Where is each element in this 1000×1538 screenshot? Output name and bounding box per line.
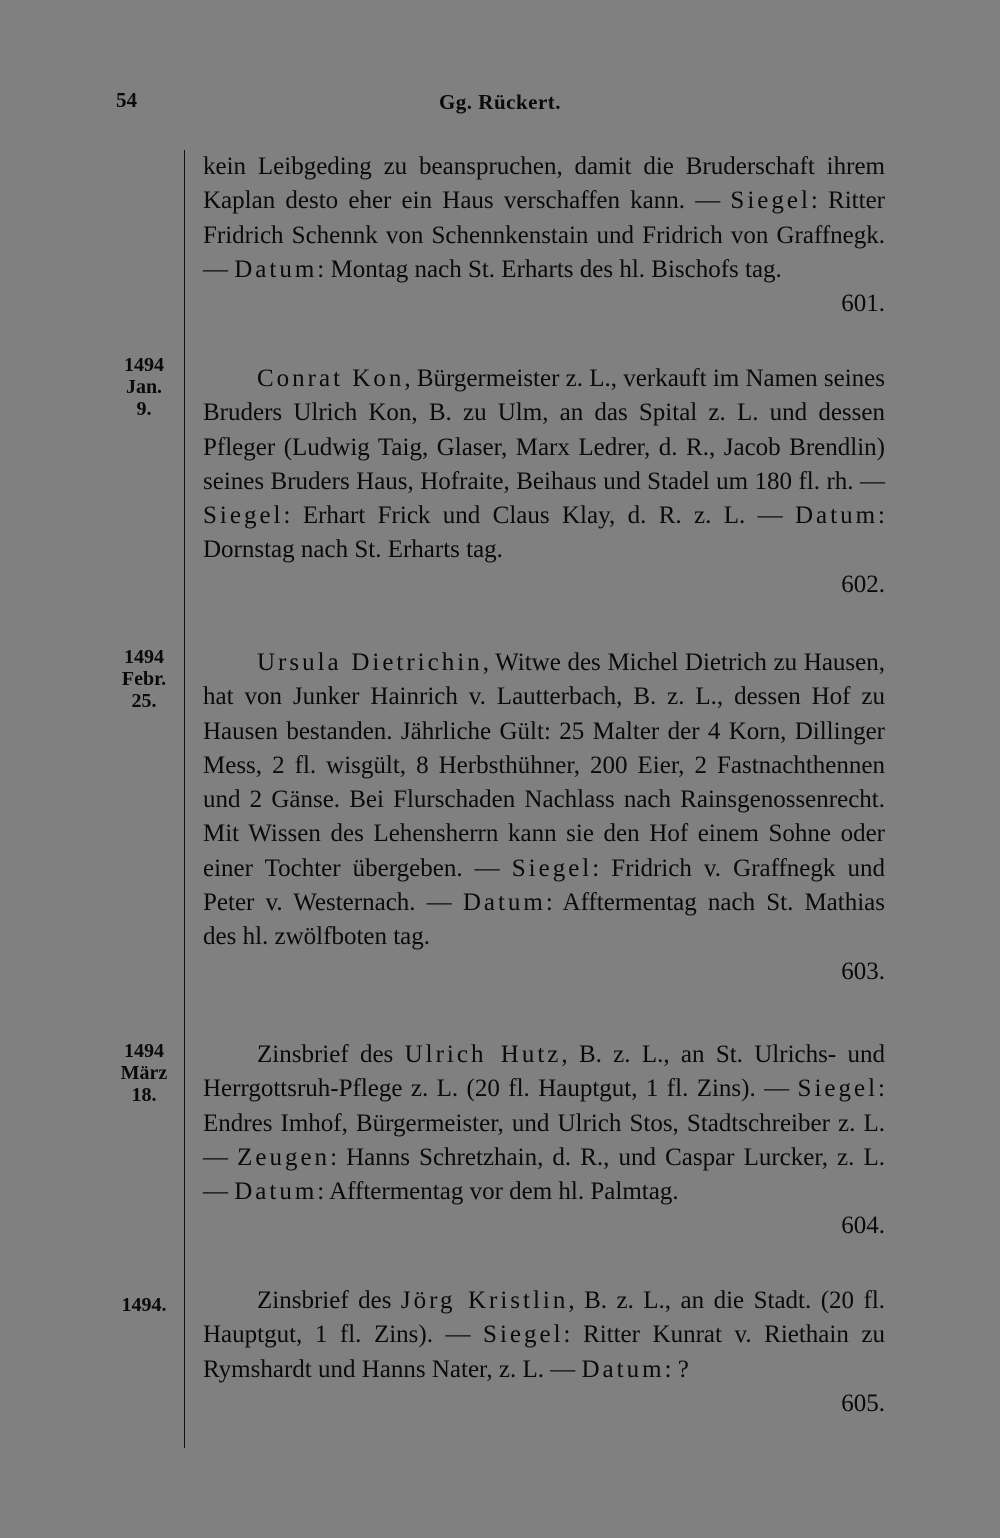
entry [203,1038,885,1244]
text-run: , Witwe des Michel Dietrich zu Hausen, hat von Junker Hainrich v. Lautterbach, B. z. L., dessen Hof zu Hausen bestanden. Jährliche Gült: 25 Malter der 4 Korn, Dillinger Mess, 2 fl. wisgült, 8 Herbsthühner, 200 Eier, 2 Fastnachthennen und 2 Gänse. Bei Flurschaden Nachlass nach Rainsgenossenrecht. Mit Wissen des Lehensherrn kann sie den Hof einem Sohne oder einer Tochter übergeben. — [203,649,885,882]
entry-text [203,1284,885,1387]
spaced-term: Datum [234,1178,318,1206]
text-run: , Bürgermeister z. L., verkauft im Namen seines Bruders Ulrich Kon, B. zu Ulm, an das Spital z. L. und dessen Pfleger (Ludwig Taig, Glaser, Marx Ledrer, d. R., Jacob Brendlin) seines Bruders Haus, Hofraite, Beihaus und Stadel um 180 fl. rh. — [203,365,885,495]
text-run: : Erhart Frick und Claus Klay, d. R. z. L. — [283,502,795,530]
spaced-term: Ulrich Hutz [404,1041,562,1068]
spaced-term: Datum [581,1355,665,1383]
margin-date-line: 1494 [124,646,164,668]
text-run: : Fridrich v. Graffnegk und Peter v. Westernach. — [203,854,885,917]
margin-date-line: 1494. [121,1294,167,1316]
margin-date-line: 18. [131,1084,157,1106]
margin-date [104,646,184,712]
text-run: Zinsbrief des [257,1041,405,1068]
margin-date-line: 9. [136,398,152,420]
entry-number: 603. [841,957,885,985]
margin-date [104,1294,184,1316]
text-run: , B. z. L., an St. Ulrichs- und Herrgottsruh-Pflege z. L. (20 fl. Hauptgut, 1 fl. Zins). — [203,1041,885,1103]
text-run: : Endres Imhof, Bürgermeister, und Ulrich Stos, Stadtschreiber z. L. — [203,1075,885,1171]
spaced-term: Conrat Kon [257,365,405,392]
margin-date-line: März [120,1062,168,1084]
spaced-term: Siegel [511,854,593,882]
margin-date [104,1040,184,1106]
text-run: : Hanns Schretzhain, d. R., und Caspar Lurcker, z. L. — [203,1143,885,1206]
text-run: kein Leibgeding zu beanspruchen, damit die Bruderschaft ihrem Kaplan desto eher ein Haus verschaffen kann. — [203,153,885,215]
spaced-term: Siegel [483,1321,564,1349]
margin-date-line: 1494 [124,354,164,376]
spaced-term: Zeugen [237,1143,331,1171]
spaced-term: Jörg Kristlin [400,1287,569,1314]
spaced-term: Siegel [797,1075,879,1103]
text-run: : Afftermentag vor dem hl. Palmtag. [317,1178,679,1206]
text-run: : Ritter Kunrat v. Riethain zu Rymshardt und Hanns Nater, z. L. — [203,1321,885,1383]
text-run: : ? [664,1355,689,1383]
margin-rule [184,150,185,1448]
text-run: Zinsbrief des [257,1287,401,1314]
entry [203,646,885,989]
entry-number: 604. [841,1212,885,1240]
entry-number: 602. [841,570,885,598]
text-run: : Afftermentag nach St. Mathias des hl. zwölfboten tag. [203,889,885,951]
spaced-term: Datum [462,889,546,917]
entry-number: 605. [841,1389,885,1417]
margin-date-line: 25. [131,690,157,712]
text-run: : Montag nach St. Erharts des hl. Bischofs tag. [317,255,782,283]
margin-date-line: Jan. [125,376,163,398]
running-head: Gg. Rückert. [438,90,562,114]
spaced-term: Datum [234,255,318,283]
page-number: 54 [116,88,137,112]
text-run: , B. z. L., an die Stadt. (20 fl. Hauptgut, 1 fl. Zins). — [203,1287,886,1349]
spaced-term: Siegel [730,187,811,215]
margin-date-line: Febr. [121,668,167,690]
margin-date [104,354,184,420]
entry-text [203,150,885,287]
text-run: : Ritter Fridrich Schennk von Schennkenstain und Fridrich von Graffnegk. — [203,187,885,283]
spaced-term: Siegel [203,502,284,530]
entry [203,150,885,321]
entry-text [203,1038,885,1209]
text-run: : Dornstag nach St. Erharts tag. [203,502,885,564]
margin-date-line: 1494 [124,1040,164,1062]
entry [203,362,885,602]
entry [203,1284,885,1421]
spaced-term: Ursula Dietrichin [257,649,483,676]
spaced-term: Datum [795,502,879,530]
entry-text [203,646,885,955]
entry-number: 601. [841,290,885,318]
entry-text [203,362,885,568]
